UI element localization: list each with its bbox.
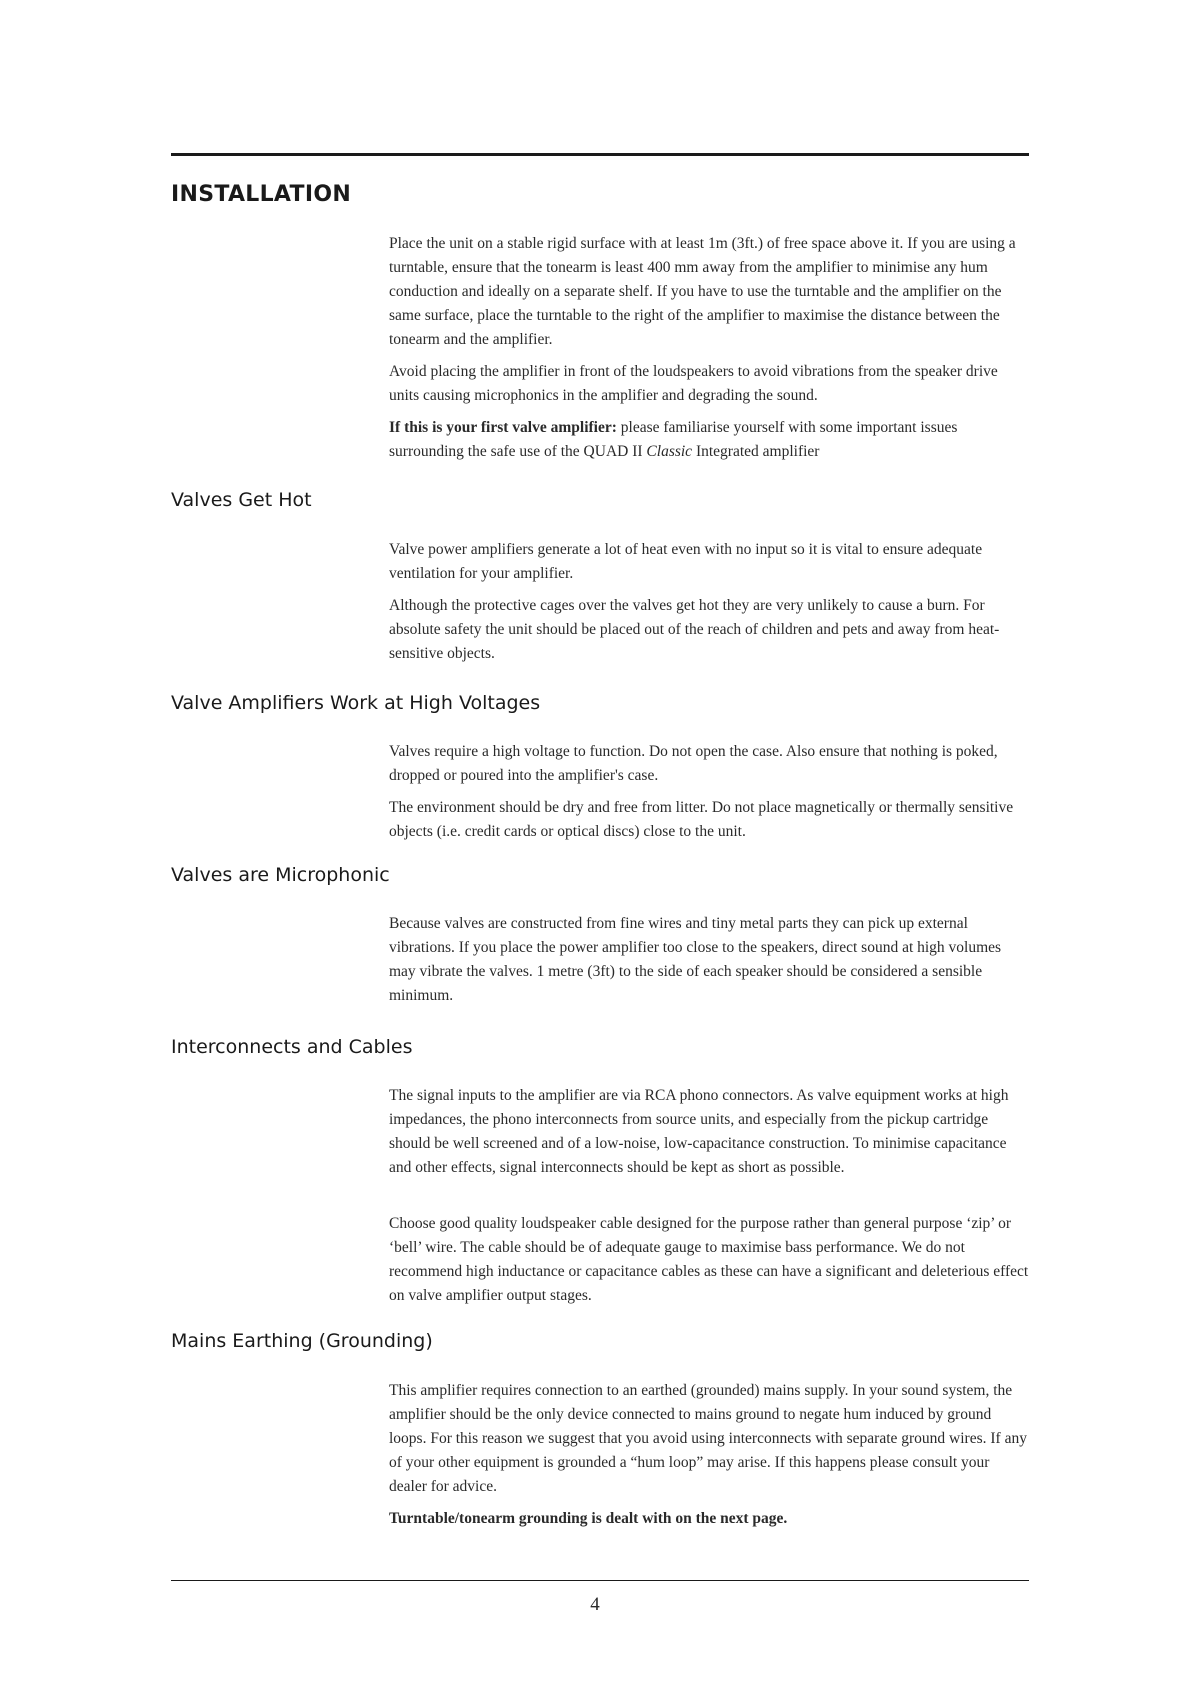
section-heading-microphonic: Valves are Microphonic xyxy=(171,864,390,886)
section-paragraph: This amplifier requires connection to an earthed (grounded) mains supply. In your sound system, the amplifier should be the only device connected to mains ground to negate hum induced by ground loops. For this reason we suggest that you avoid using interconnects with separate ground wires. If any of your other equipment is grounded a “hum loop” may arise. If this happens please consult your dealer for advice. xyxy=(389,1382,1027,1495)
section-paragraph: Choose good quality loudspeaker cable designed for the purpose rather than general purpose ‘zip’ or ‘bell’ wire. The cable should be of adequate gauge to maximise bass performance. We do not recommend high inductance or capacitance cables as these can have a significant and deleterious effect on valve amplifier output stages. xyxy=(389,1215,1029,1304)
installation-paragraph-1: Place the unit on a stable rigid surface with at least 1m (3ft.) of free space above it. If you are using a turntable, ensure that the tonearm is least 400 mm away from the amplifier to minimise any hum conduction and ideally on a separate shelf. If you have to use the turntable and the amplifier on the same surface, place the turntable to the right of the amplifier to maximise the distance between the tonearm and the amplifier. xyxy=(389,235,1016,348)
section-paragraph: Valves require a high voltage to function. Do not open the case. Also ensure that nothing is poked, dropped or poured into the amplifier's case. xyxy=(389,743,998,784)
section-heading-valves-get-hot: Valves Get Hot xyxy=(171,489,312,511)
section-heading-interconnects: Interconnects and Cables xyxy=(171,1036,413,1058)
section-paragraph: Although the protective cages over the valves get hot they are very unlikely to cause a burn. For absolute safety the unit should be placed out of the reach of children and pets and away from heat-sensitive objects. xyxy=(389,597,1000,662)
top-rule xyxy=(171,153,1029,156)
installation-paragraph-2: Avoid placing the amplifier in front of the loudspeakers to avoid vibrations from the speaker drive units causing microphonics in the amplifier and degrading the sound. xyxy=(389,363,998,404)
section-heading-high-voltages: Valve Amplifiers Work at High Voltages xyxy=(171,692,541,714)
installation-paragraph-3: If this is your first valve amplifier: please familiarise yourself with some important issues surrounding the safe use of the QUAD II Classic Integrated amplifier xyxy=(389,419,958,460)
first-valve-warning: If this is your first valve amplifier: xyxy=(389,419,617,436)
page-number: 4 xyxy=(590,1594,600,1615)
next-page-note: Turntable/tonearm grounding is dealt with on the next page. xyxy=(389,1510,788,1527)
section-paragraph: Because valves are constructed from fine wires and tiny metal parts they can pick up external vibrations. If you place the power amplifier too close to the speakers, direct sound at high volumes may vibrate the valves. 1 metre (3ft) to the side of each speaker should be considered a sensible minimum. xyxy=(389,915,1002,1004)
classic-emphasis: Classic xyxy=(646,443,693,460)
section-paragraph: The signal inputs to the amplifier are via RCA phono connectors. As valve equipment works at high impedances, the phono interconnects from source units, and especially from the pickup cartridge should be well screened and of a low-noise, low-capacitance construction. To minimise capacitance and other effects, signal interconnects should be kept as short as possible. xyxy=(389,1087,1009,1176)
section-heading-mains-earthing: Mains Earthing (Grounding) xyxy=(171,1330,433,1352)
page-title: INSTALLATION xyxy=(171,182,352,207)
bottom-rule xyxy=(171,1580,1029,1581)
section-paragraph: The environment should be dry and free from litter. Do not place magnetically or thermally sensitive objects (i.e. credit cards or optical discs) close to the unit. xyxy=(389,799,1014,840)
section-paragraph: Valve power amplifiers generate a lot of heat even with no input so it is vital to ensure adequate ventilation for your amplifier. xyxy=(389,541,983,582)
